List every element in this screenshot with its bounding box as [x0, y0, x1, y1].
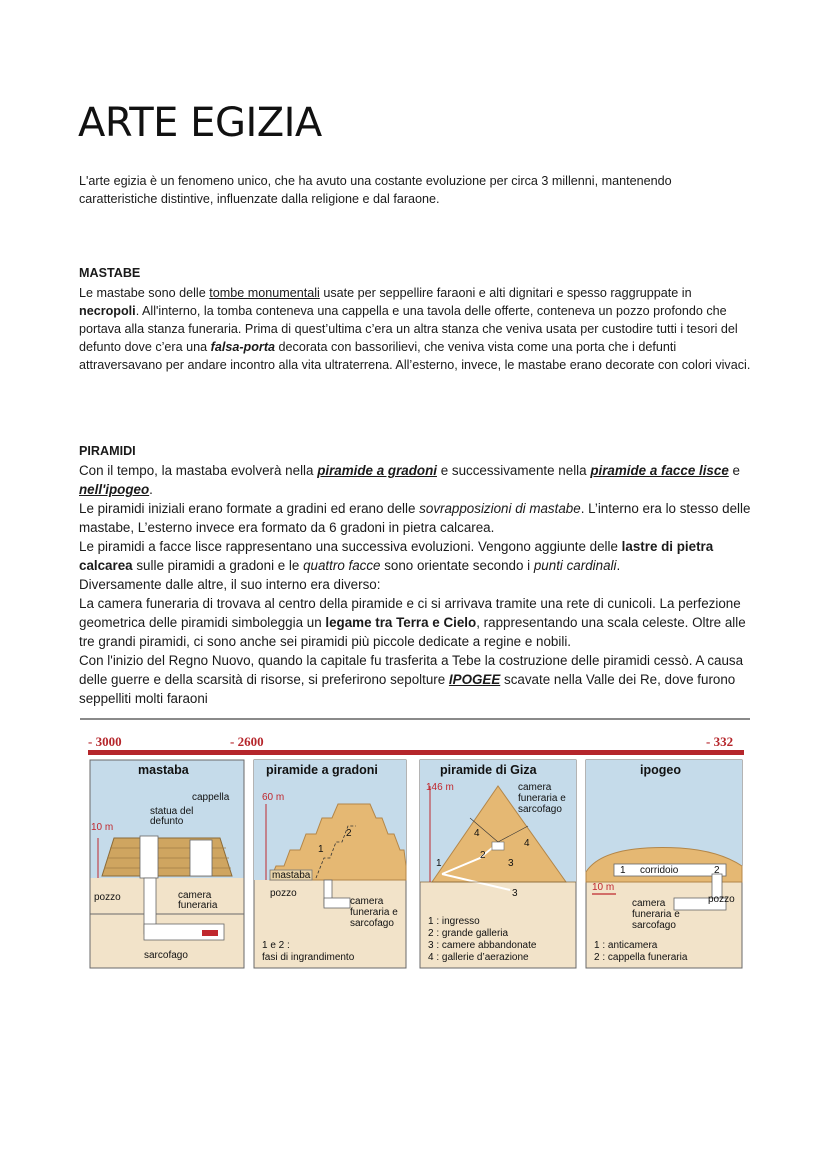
timeline-label-2600: - 2600	[230, 734, 264, 749]
tomb-evolution-figure	[80, 718, 750, 974]
svg-text:funeraria e: funeraria e	[518, 793, 566, 804]
giza-pyramid-title: piramide di Giza	[440, 763, 537, 777]
svg-text:funeraria: funeraria	[178, 900, 218, 911]
svg-text:funeraria e: funeraria e	[632, 909, 680, 920]
svg-text:3: 3	[512, 888, 518, 899]
panel-giza-pyramid	[420, 760, 576, 968]
link-tombe-monumentali: tombe monumentali	[209, 286, 320, 300]
svg-text:2: 2	[480, 850, 486, 861]
svg-text:statua del: statua del	[150, 806, 194, 817]
ipogeo-title: ipogeo	[640, 763, 681, 777]
intro-paragraph	[79, 172, 749, 208]
svg-text:4 : gallerie d’aerazione: 4 : gallerie d’aerazione	[428, 952, 529, 963]
panel-step-pyramid	[254, 760, 406, 968]
svg-text:pozzo: pozzo	[708, 894, 735, 905]
svg-text:2 : cappella funeraria: 2 : cappella funeraria	[594, 952, 688, 963]
piramidi-heading: PIRAMIDI	[79, 444, 136, 458]
step-pyramid-title: piramide a gradoni	[266, 763, 378, 777]
svg-text:2: 2	[714, 865, 720, 876]
mastabe-heading: MASTABE	[79, 266, 141, 280]
svg-text:sarcofago: sarcofago	[518, 804, 562, 815]
svg-text:3 : camere abbandonate: 3 : camere abbandonate	[428, 940, 537, 951]
svg-text:funeraria e: funeraria e	[350, 907, 398, 918]
svg-text:1: 1	[436, 858, 442, 869]
svg-text:10 m: 10 m	[592, 882, 615, 893]
svg-text:defunto: defunto	[150, 816, 184, 827]
svg-text:sarcofago: sarcofago	[144, 950, 188, 961]
piramidi-paragraph: Con il tempo, la mastaba evolverà nella piramide a gradoni e successivamente nella piramide a facce lisce e nell'ipogeo. Le piramidi iniziali erano formate a gradini ed erano delle sovrapposizioni di mastabe. L’interno era lo stesso delle mastabe, L’esterno invece era formato da 6 gradoni in pietra calcarea. Le piramidi a facce lisce rappresentano una successiva evoluzioni. Vengono aggiunte delle lastre di pietra calcarea sulle piramidi a gradoni e le quattro facce sono orientate secondo i punti cardinali. Diversamente dalle altre, il suo interno era diverso: La camera funeraria di trovava al centro della piramide e ci si arrivava tramite una rete di cunicoli. La perfezione geometrica delle piramidi simboleggia un legame tra Terra e Cielo, rappresentando una scala celeste. Oltre alle tre grandi piramidi, ci sono anche sei piramidi più piccole dedicate a regine e nobili. Con l'inizio del Regno Nuovo, quando la capitale fu trasferita a Tebe la costruzione delle piramidi cessò. A causa delle guerre e della scarsità di risorse, si preferirono sepolture IPOGEE scavate nella Valle dei Re, dove furono seppelliti molti faraoni	[79, 463, 751, 706]
svg-text:60 m: 60 m	[262, 792, 285, 803]
mastaba-title: mastaba	[138, 763, 189, 777]
panel-ipogeo	[586, 760, 742, 968]
svg-text:1: 1	[620, 865, 626, 876]
tomb-evolution-diagram	[80, 718, 750, 974]
intro-line-2: caratteristiche distintive, influenzate dalla religione e dal faraone.	[79, 192, 440, 206]
svg-text:sarcofago: sarcofago	[632, 920, 676, 931]
svg-text:pozzo: pozzo	[270, 888, 297, 899]
page-title: ARTE EGIZIA	[78, 100, 322, 146]
panel-mastaba	[90, 760, 244, 968]
timeline-bar	[88, 750, 744, 755]
svg-text:camera: camera	[178, 890, 212, 901]
timeline-label-332: - 332	[706, 734, 734, 749]
svg-text:4: 4	[524, 838, 530, 849]
svg-text:2: 2	[346, 828, 352, 839]
svg-text:2 : grande galleria: 2 : grande galleria	[428, 928, 509, 939]
svg-text:10 m: 10 m	[91, 822, 114, 833]
figure-top-rule	[80, 718, 750, 720]
svg-text:pozzo: pozzo	[94, 892, 121, 903]
svg-text:1: 1	[318, 844, 324, 855]
svg-text:1 : ingresso: 1 : ingresso	[428, 916, 480, 927]
mastabe-paragraph: Le mastabe sono delle tombe monumentali usate per seppellire faraoni e alti dignitari e spesso raggruppate in necropoli. All'interno, la tomba conteneva una cappella e una tavola delle offerte, conteneva un pozzo profondo che portava alla stanza funeraria. Prima di quest’ultima c’era un altra stanza che veniva usata per custodire tutti i tesori del defunto dove c’era una falsa-porta decorata con bassorilievi, che veniva vista come una porta che i defunti attraversavano per andare incontro alla vita ultraterrena. All’esterno, invece, le mastabe erano decorate con colori vivaci.	[79, 286, 751, 372]
svg-text:1 e 2 :: 1 e 2 :	[262, 940, 290, 951]
intro-line-1: L'arte egizia è un fenomeno unico, che ha avuto una costante evoluzione per circa 3 millenni, mantenendo	[79, 174, 672, 188]
svg-text:mastaba: mastaba	[272, 870, 311, 881]
mastaba-structure	[102, 838, 232, 876]
svg-text:camera: camera	[350, 896, 384, 907]
sarcophagus	[202, 930, 218, 936]
svg-text:3: 3	[508, 858, 514, 869]
svg-text:146 m: 146 m	[426, 782, 454, 793]
svg-text:camera: camera	[632, 898, 666, 909]
timeline-label-3000: - 3000	[88, 734, 122, 749]
svg-text:fasi di ingrandimento: fasi di ingrandimento	[262, 952, 355, 963]
svg-text:camera: camera	[518, 782, 552, 793]
svg-text:1 : anticamera: 1 : anticamera	[594, 940, 658, 951]
svg-text:sarcofago: sarcofago	[350, 918, 394, 929]
svg-text:cappella: cappella	[192, 792, 230, 803]
svg-text:corridoio: corridoio	[640, 865, 679, 876]
svg-text:4: 4	[474, 828, 480, 839]
